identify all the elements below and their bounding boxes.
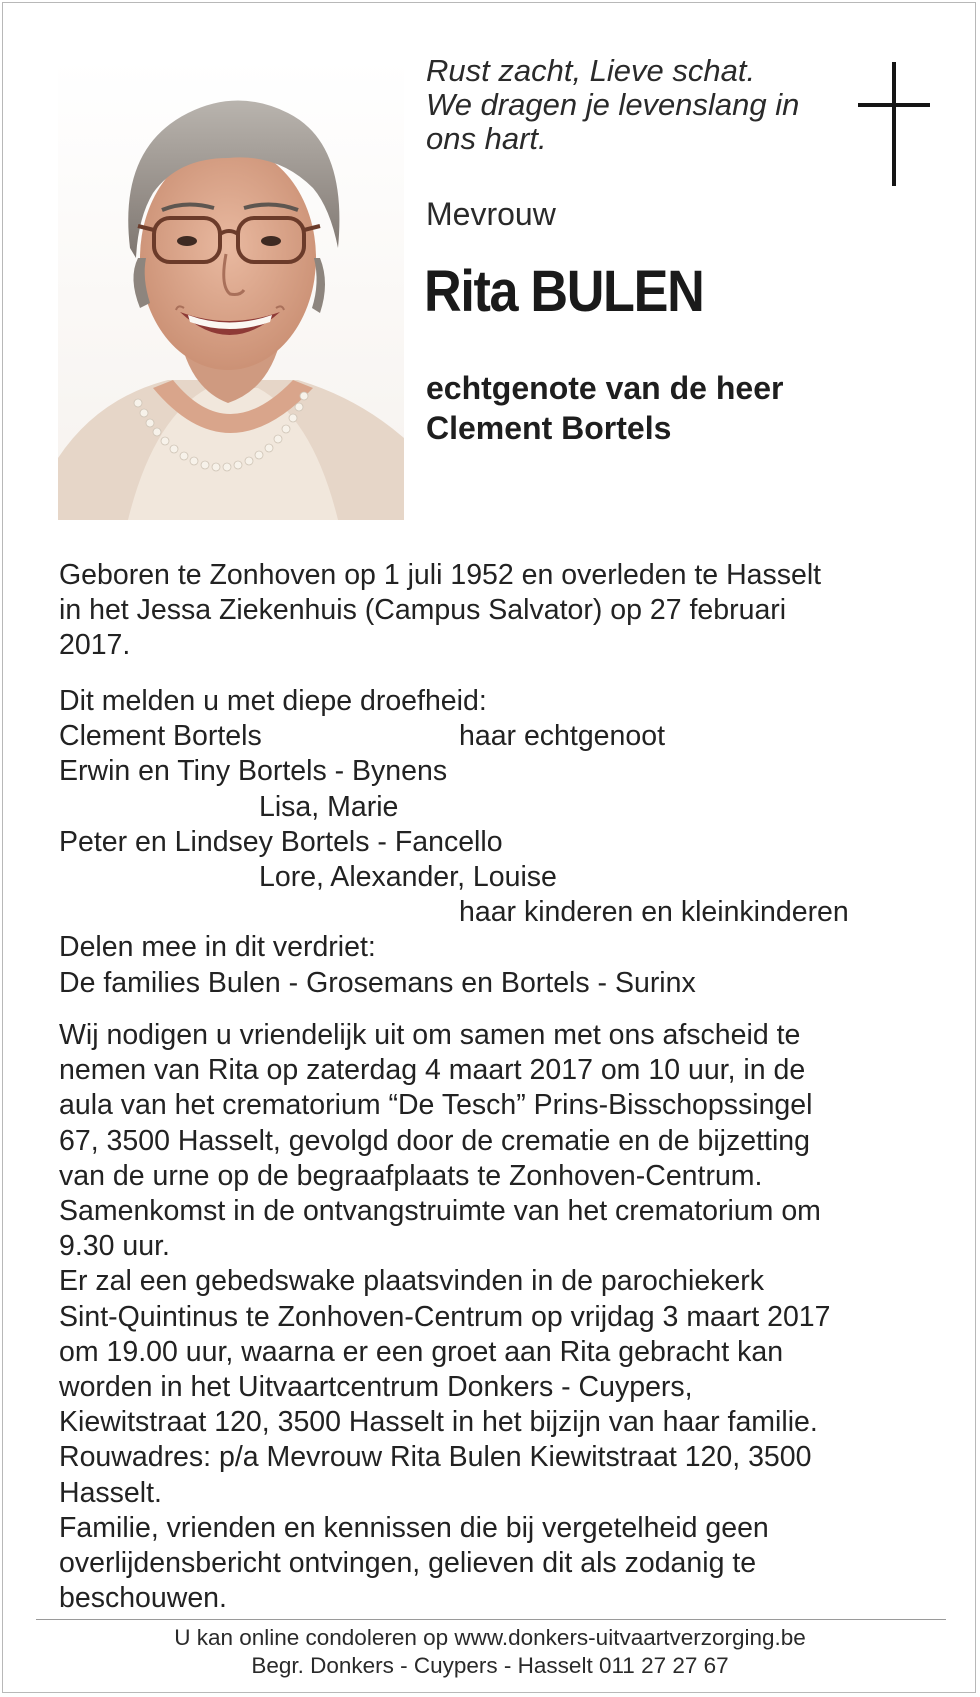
spouse-line-2: Clement Bortels	[426, 410, 672, 446]
honorific: Mevrouw	[426, 196, 556, 232]
condolence-line: U kan online condoleren op www.donkers-uitvaartverzorging.be	[174, 1625, 806, 1650]
spouse-line-1: echtgenote van de heer	[426, 370, 784, 406]
text-line: van de urne op de begraafplaats te Zonhoven-Centrum.	[59, 1159, 763, 1192]
text-line: Sint-Quintinus te Zonhoven-Centrum op vrijdag 3 maart 2017	[59, 1300, 831, 1333]
mourner-family-1-children: Lisa, Marie	[259, 790, 399, 823]
text-line: worden in het Uitvaartcentrum Donkers - Cuypers,	[59, 1371, 693, 1404]
birth-death-paragraph	[59, 558, 939, 664]
mourner-family-2: Peter en Lindsey Bortels - Fancello	[59, 825, 503, 858]
text-line: 67, 3500 Hasselt, gevolgd door de crematie en de bijzetting	[59, 1124, 810, 1157]
text-line: nemen van Rita op zaterdag 4 maart 2017 om 10 uur, in de	[59, 1054, 806, 1087]
mourner-family-1: Erwin en Tiny Bortels - Bynens	[59, 755, 448, 788]
text-line: overlijdensbericht ontvingen, gelieven dit als zodanig te	[59, 1547, 757, 1580]
text-line: Er zal een gebedswake plaatsvinden in de parochiekerk	[59, 1265, 765, 1298]
text-line: Samenkomst in de ontvangstruimte van het crematorium om	[59, 1195, 821, 1228]
footer-divider	[36, 1619, 946, 1620]
children-relation: haar kinderen en kleinkinderen	[459, 896, 849, 929]
text-line: Kiewitstraat 120, 3500 Hasselt in het bijzijn van haar familie.	[59, 1406, 818, 1439]
latin-cross-icon	[858, 62, 930, 186]
text-line: beschouwen.	[59, 1582, 227, 1615]
text-line: Hasselt.	[59, 1476, 162, 1509]
text-line: aula van het crematorium “De Tesch” Prins-Bisschopssingel	[59, 1089, 813, 1122]
mourners-intro: Dit melden u met diepe droefheid:	[59, 685, 487, 717]
text-line: in het Jessa Ziekenhuis (Campus Salvator) op 27 februari	[59, 594, 787, 627]
deceased-name: Rita BULEN	[424, 259, 704, 324]
families-line: De families Bulen - Grosemans en Bortels - Surinx	[59, 966, 696, 999]
text-line: 9.30 uur.	[59, 1230, 170, 1263]
text-line: Familie, vrienden en kennissen die bij vergetelheid geen	[59, 1511, 769, 1544]
funeral-arrangements	[59, 1018, 939, 1616]
text-line: Rouwadres: p/a Mevrouw Rita Bulen Kiewitstraat 120, 3500	[59, 1441, 812, 1474]
spouse-info	[426, 368, 783, 448]
portrait-photo	[58, 58, 404, 520]
memorial-quote: Rust zacht, Lieve schat. We dragen je levenslang in ons hart.	[426, 53, 800, 156]
text-line: 2017.	[59, 629, 131, 662]
mourner-spouse-relation: haar echtgenoot	[459, 720, 665, 753]
share-intro: Delen mee in dit verdriet:	[59, 931, 376, 964]
text-line: om 19.00 uur, waarna er een groet aan Rita gebracht kan	[59, 1335, 784, 1368]
mourner-spouse-name: Clement Bortels	[59, 720, 262, 753]
footer	[0, 1624, 980, 1680]
mourners-list	[59, 684, 939, 1001]
text-line: Wij nodigen u vriendelijk uit om samen met ons afscheid te	[59, 1019, 801, 1051]
undertaker-line: Begr. Donkers - Cuypers - Hasselt 011 27 27 67	[251, 1653, 729, 1678]
mourner-family-2-children: Lore, Alexander, Louise	[259, 860, 557, 893]
text-line: Geboren te Zonhoven op 1 juli 1952 en overleden te Hasselt	[59, 559, 822, 591]
